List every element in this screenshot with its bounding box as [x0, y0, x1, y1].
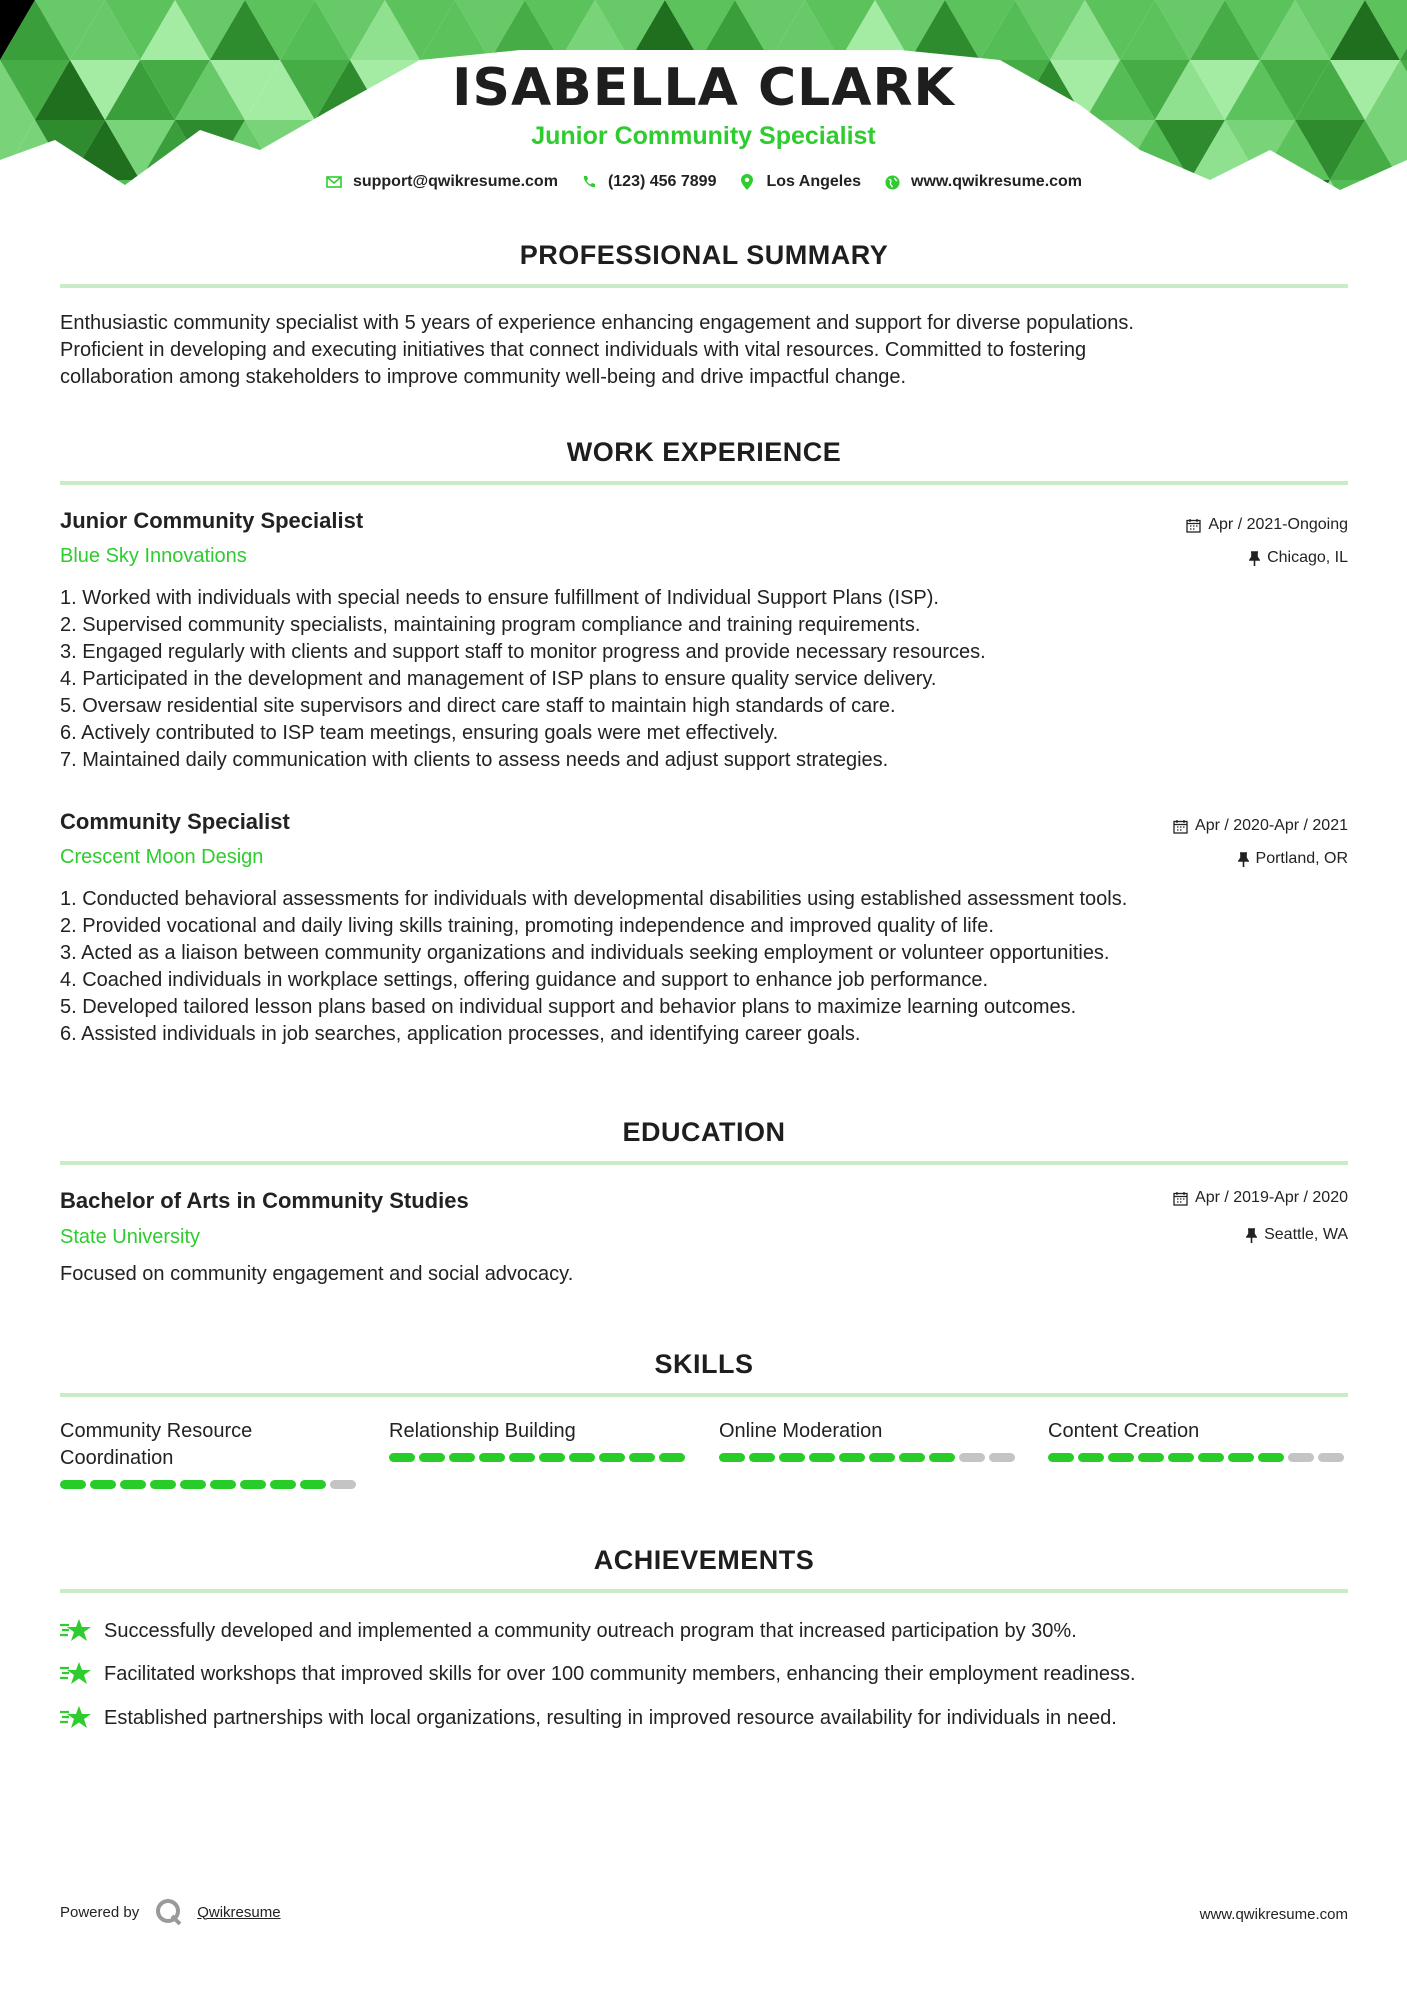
- skill-bar-segment: [1138, 1453, 1164, 1462]
- job-title: Junior Community Specialist: [60, 508, 364, 533]
- skill-bar-segment: [1048, 1453, 1074, 1462]
- education-school: State University: [60, 1226, 201, 1248]
- skill-item: [389, 1418, 689, 1462]
- qwikresume-logo-icon: [155, 1898, 183, 1926]
- calendar-icon: [1173, 819, 1188, 834]
- skill-name: Relationship Building: [389, 1420, 576, 1442]
- calendar-icon: [1173, 1191, 1188, 1206]
- skill-item: [60, 1418, 360, 1489]
- skill-bar-segment: [719, 1453, 745, 1462]
- skill-bar-segment: [1258, 1453, 1284, 1462]
- skills-title: SKILLS: [654, 1349, 754, 1379]
- skill-bar-segment: [599, 1453, 625, 1462]
- list-item: 3. Engaged regularly with clients and support staff to monitor progress and provide necessary resources.: [60, 641, 986, 663]
- skill-bar-segment: [779, 1453, 805, 1462]
- education-location: [1246, 1226, 1348, 1244]
- job-dates: [1186, 516, 1348, 534]
- footer-website[interactable]: www.qwikresume.com: [1199, 1906, 1348, 1923]
- skill-name: Online Moderation: [719, 1420, 883, 1442]
- skill-bar-segment: [180, 1480, 206, 1489]
- skill-bar-segment: [869, 1453, 895, 1462]
- summary-line: collaboration among stakeholders to improve community well-being and drive impactful change.: [60, 366, 906, 388]
- skill-bar-segment: [389, 1453, 415, 1462]
- skill-bar-segment: [749, 1453, 775, 1462]
- contact-email[interactable]: support@qwikresume.com: [352, 173, 558, 190]
- skill-bar-segment: [929, 1453, 955, 1462]
- skill-bar-segment: [300, 1480, 326, 1489]
- summary-text: [60, 310, 1348, 391]
- skill-bar-segment: [419, 1453, 445, 1462]
- education-dates-text: Apr / 2019-Apr / 2020: [1195, 1189, 1348, 1206]
- summary-line: Proficient in developing and executing initiatives that connect individuals with vital resources. Committed to fostering: [60, 339, 1087, 361]
- list-item: 5. Developed tailored lesson plans based on individual support and behavior plans to maximize learning outcomes.: [60, 996, 1077, 1018]
- education-title: EDUCATION: [622, 1117, 786, 1147]
- skill-level-bar: [1048, 1453, 1348, 1462]
- star-icon: [60, 1704, 92, 1732]
- education-rule: [60, 1161, 1348, 1165]
- skill-bar-segment: [120, 1480, 146, 1489]
- achievement-text: Successfully developed and implemented a community outreach program that increased participation by 30%.: [104, 1619, 1077, 1642]
- skill-bar-segment: [899, 1453, 925, 1462]
- pin-icon: [1238, 852, 1249, 867]
- star-icon: [60, 1617, 92, 1645]
- skill-bar-segment: [90, 1480, 116, 1489]
- education-dates: [1173, 1189, 1348, 1207]
- job-location-text: Portland, OR: [1255, 850, 1348, 867]
- candidate-role: Junior Community Specialist: [531, 122, 876, 150]
- skill-bar-segment: [240, 1480, 266, 1489]
- job-company: Crescent Moon Design: [60, 846, 264, 868]
- achievement-text: Facilitated workshops that improved skills for over 100 community members, enhancing their employment readiness.: [104, 1662, 1136, 1685]
- list-item: 2. Provided vocational and daily living skills training, promoting independence and improved quality of life.: [60, 915, 994, 937]
- envelope-icon: [325, 173, 343, 191]
- contact-website[interactable]: www.qwikresume.com: [911, 173, 1083, 190]
- job-dates-text: Apr / 2020-Apr / 2021: [1195, 817, 1348, 834]
- experience-title: WORK EXPERIENCE: [566, 437, 842, 467]
- globe-icon: [883, 173, 901, 191]
- list-item: 6. Actively contributed to ISP team meetings, ensuring goals were met effectively.: [60, 722, 779, 744]
- skill-bar-segment: [659, 1453, 685, 1462]
- achievements-rule: [60, 1589, 1348, 1593]
- skill-bar-segment: [1288, 1453, 1314, 1462]
- calendar-icon: [1186, 518, 1201, 533]
- job-location: [1238, 850, 1348, 868]
- pin-icon: [1249, 551, 1260, 566]
- powered-by-label: Powered by: [60, 1903, 140, 1921]
- list-item: 7. Maintained daily communication with clients to assess needs and adjust support strategies.: [60, 749, 889, 771]
- skill-bar-segment: [1108, 1453, 1134, 1462]
- list-item: 1. Worked with individuals with special needs to ensure fulfillment of Individual Support Plans (ISP).: [60, 587, 939, 609]
- skill-bar-segment: [539, 1453, 565, 1462]
- list-item: 6. Assisted individuals in job searches, application processes, and identifying career goals.: [60, 1023, 861, 1045]
- achievement-item: [60, 1704, 1360, 1732]
- list-item: 5. Oversaw residential site supervisors and direct care staff to maintain high standards of care.: [60, 695, 896, 717]
- skill-bar-segment: [60, 1480, 86, 1489]
- skill-bar-segment: [1318, 1453, 1344, 1462]
- list-item: 1. Conducted behavioral assessments for individuals with developmental disabilities using established assessment tools.: [60, 888, 1128, 910]
- contact-bar: [0, 173, 1407, 191]
- summary-line: Enthusiastic community specialist with 5 years of experience enhancing engagement and support for diverse populations.: [60, 312, 1134, 334]
- map-pin-icon: [738, 173, 756, 191]
- pin-icon: [1246, 1228, 1257, 1243]
- achievement-item: [60, 1617, 1360, 1645]
- skill-bar-segment: [959, 1453, 985, 1462]
- list-item: 2. Supervised community specialists, maintaining program compliance and training requirements.: [60, 614, 921, 636]
- skill-bar-segment: [210, 1480, 236, 1489]
- qwikresume-link[interactable]: Qwikresume: [197, 1903, 281, 1921]
- job-dates: [1173, 817, 1348, 835]
- skill-level-bar: [389, 1453, 689, 1462]
- achievement-item: [60, 1660, 1360, 1688]
- skill-level-bar: [60, 1480, 360, 1489]
- experience-rule: [60, 481, 1348, 485]
- summary-title: PROFESSIONAL SUMMARY: [519, 240, 889, 270]
- skill-item: [1048, 1418, 1348, 1462]
- list-item: 3. Acted as a liaison between community organizations and individuals seeking employment or volunteer opportunities.: [60, 942, 1110, 964]
- job-location: [1249, 549, 1348, 567]
- job-dates-text: Apr / 2021-Ongoing: [1208, 516, 1348, 533]
- skill-name: Content Creation: [1048, 1420, 1200, 1442]
- list-item: 4. Participated in the development and management of ISP plans to ensure quality service delivery.: [60, 668, 937, 690]
- skill-bar-segment: [1198, 1453, 1224, 1462]
- education-description: Focused on community engagement and social advocacy.: [60, 1263, 574, 1285]
- skill-bar-segment: [479, 1453, 505, 1462]
- job-company: Blue Sky Innovations: [60, 545, 247, 567]
- skill-bar-segment: [270, 1480, 296, 1489]
- skill-bar-segment: [1078, 1453, 1104, 1462]
- skill-name: Community Resource Coordination: [60, 1420, 253, 1469]
- phone-icon: [580, 173, 598, 191]
- skill-bar-segment: [809, 1453, 835, 1462]
- education-degree: Bachelor of Arts in Community Studies: [60, 1188, 469, 1213]
- achievement-text: Established partnerships with local organizations, resulting in improved resource availability for individuals in need.: [104, 1706, 1117, 1729]
- skill-bar-segment: [509, 1453, 535, 1462]
- achievements-title: ACHIEVEMENTS: [593, 1545, 815, 1575]
- job-duties: [60, 585, 1350, 774]
- contact-location: Los Angeles: [766, 173, 862, 190]
- skill-bar-segment: [1228, 1453, 1254, 1462]
- skill-bar-segment: [150, 1480, 176, 1489]
- candidate-name: ISABELLA CLARK: [452, 58, 955, 118]
- job-title: Community Specialist: [60, 809, 290, 834]
- skills-rule: [60, 1393, 1348, 1397]
- skill-bar-segment: [989, 1453, 1015, 1462]
- education-location-text: Seattle, WA: [1264, 1226, 1348, 1243]
- star-icon: [60, 1660, 92, 1688]
- contact-phone[interactable]: (123) 456 7899: [607, 173, 717, 190]
- skill-bar-segment: [629, 1453, 655, 1462]
- skill-bar-segment: [839, 1453, 865, 1462]
- summary-rule: [60, 284, 1348, 288]
- footer-powered-by: [60, 1898, 281, 1926]
- list-item: 4. Coached individuals in workplace settings, offering guidance and support to enhance job performance.: [60, 969, 988, 991]
- skill-bar-segment: [449, 1453, 475, 1462]
- skill-bar-segment: [330, 1480, 356, 1489]
- job-location-text: Chicago, IL: [1267, 549, 1348, 566]
- job-duties: [60, 886, 1350, 1048]
- skill-item: [719, 1418, 1019, 1462]
- skill-bar-segment: [1168, 1453, 1194, 1462]
- skill-bar-segment: [569, 1453, 595, 1462]
- skill-level-bar: [719, 1453, 1019, 1462]
